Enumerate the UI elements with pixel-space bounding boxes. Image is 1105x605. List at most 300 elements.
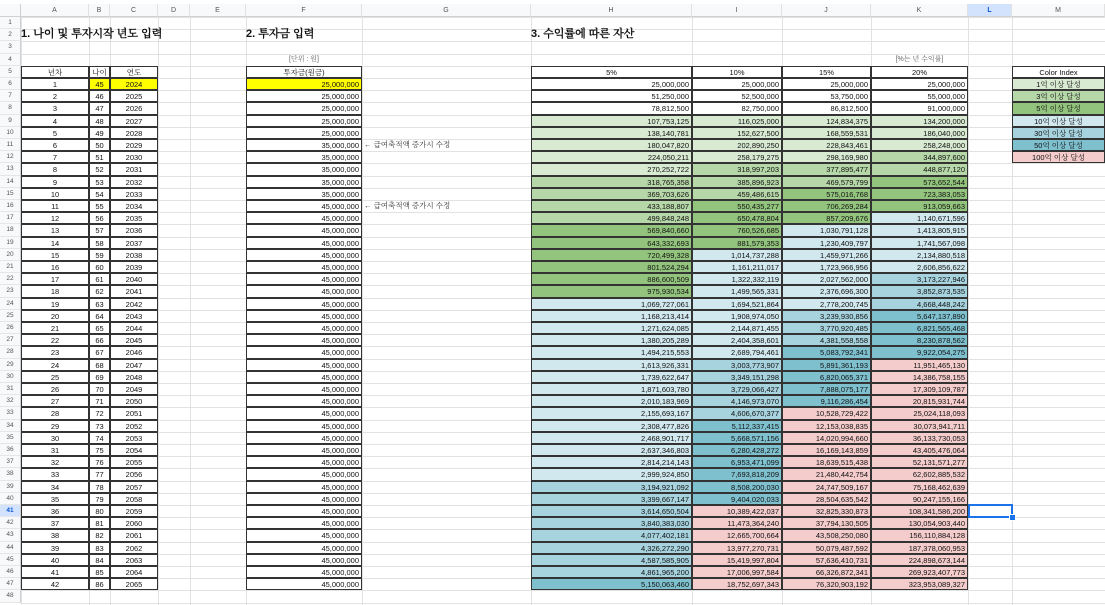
year-count-cell[interactable]: 5 bbox=[21, 127, 89, 139]
asset-value-cell[interactable]: 36,133,730,053 bbox=[871, 432, 968, 444]
asset-value-cell[interactable]: 2,814,214,143 bbox=[531, 456, 692, 468]
calendar-year-cell[interactable]: 2059 bbox=[110, 505, 158, 517]
asset-value-cell[interactable]: 21,480,442,754 bbox=[782, 468, 871, 480]
investment-cell[interactable]: 45,000,000 bbox=[246, 322, 362, 334]
age-cell[interactable]: 85 bbox=[89, 566, 110, 578]
calendar-year-cell[interactable]: 2053 bbox=[110, 432, 158, 444]
row-header[interactable]: 39 bbox=[0, 481, 21, 493]
asset-value-cell[interactable]: 344,897,600 bbox=[871, 151, 968, 163]
calendar-year-cell[interactable]: 2051 bbox=[110, 407, 158, 419]
investment-cell[interactable]: 25,000,000 bbox=[246, 78, 362, 90]
investment-cell[interactable]: 25,000,000 bbox=[246, 127, 362, 139]
asset-value-cell[interactable]: 20,815,931,744 bbox=[871, 395, 968, 407]
investment-cell[interactable]: 45,000,000 bbox=[246, 493, 362, 505]
row-header[interactable]: 8 bbox=[0, 102, 21, 114]
calendar-year-cell[interactable]: 2054 bbox=[110, 444, 158, 456]
asset-value-cell[interactable]: 12,665,700,664 bbox=[692, 529, 782, 541]
calendar-year-cell[interactable]: 2024 bbox=[110, 78, 158, 90]
asset-value-cell[interactable]: 17,309,109,787 bbox=[871, 383, 968, 395]
calendar-year-cell[interactable]: 2026 bbox=[110, 102, 158, 114]
asset-value-cell[interactable]: 82,750,000 bbox=[692, 102, 782, 114]
header-age[interactable]: 나이 bbox=[89, 66, 110, 78]
asset-value-cell[interactable]: 180,047,820 bbox=[531, 139, 692, 151]
age-cell[interactable]: 62 bbox=[89, 285, 110, 297]
asset-value-cell[interactable]: 2,468,901,717 bbox=[531, 432, 692, 444]
row-header[interactable]: 9 bbox=[0, 115, 21, 127]
year-count-cell[interactable]: 19 bbox=[21, 298, 89, 310]
asset-value-cell[interactable]: 186,040,000 bbox=[871, 127, 968, 139]
investment-cell[interactable]: 45,000,000 bbox=[246, 395, 362, 407]
row-header[interactable]: 33 bbox=[0, 407, 21, 419]
asset-value-cell[interactable]: 6,821,565,468 bbox=[871, 322, 968, 334]
asset-value-cell[interactable]: 138,140,781 bbox=[531, 127, 692, 139]
asset-value-cell[interactable]: 3,239,930,856 bbox=[782, 310, 871, 322]
age-cell[interactable]: 50 bbox=[89, 139, 110, 151]
age-cell[interactable]: 84 bbox=[89, 554, 110, 566]
asset-value-cell[interactable]: 7,693,818,209 bbox=[692, 468, 782, 480]
asset-value-cell[interactable]: 43,508,250,080 bbox=[782, 529, 871, 541]
row-header[interactable]: 11 bbox=[0, 139, 21, 151]
asset-value-cell[interactable]: 66,326,872,341 bbox=[782, 566, 871, 578]
asset-value-cell[interactable]: 760,526,685 bbox=[692, 224, 782, 236]
year-count-cell[interactable]: 1 bbox=[21, 78, 89, 90]
asset-value-cell[interactable]: 2,689,794,461 bbox=[692, 346, 782, 358]
header-year-count[interactable]: 년차 bbox=[21, 66, 89, 78]
asset-value-cell[interactable]: 2,606,856,622 bbox=[871, 261, 968, 273]
row-header[interactable]: 48 bbox=[0, 590, 21, 602]
row-header[interactable]: 17 bbox=[0, 212, 21, 224]
year-count-cell[interactable]: 8 bbox=[21, 163, 89, 175]
asset-value-cell[interactable]: 913,059,663 bbox=[871, 200, 968, 212]
asset-value-cell[interactable]: 1,723,966,956 bbox=[782, 261, 871, 273]
column-header[interactable]: G bbox=[362, 4, 531, 17]
asset-value-cell[interactable]: 1,140,671,596 bbox=[871, 212, 968, 224]
row-header[interactable]: 21 bbox=[0, 261, 21, 273]
asset-value-cell[interactable]: 1,030,791,128 bbox=[782, 224, 871, 236]
asset-value-cell[interactable]: 10,389,422,037 bbox=[692, 505, 782, 517]
row-header[interactable]: 3 bbox=[0, 41, 21, 53]
age-cell[interactable]: 68 bbox=[89, 359, 110, 371]
asset-value-cell[interactable]: 9,922,054,275 bbox=[871, 346, 968, 358]
year-count-cell[interactable]: 6 bbox=[21, 139, 89, 151]
age-cell[interactable]: 57 bbox=[89, 224, 110, 236]
investment-cell[interactable]: 45,000,000 bbox=[246, 298, 362, 310]
year-count-cell[interactable]: 3 bbox=[21, 102, 89, 114]
age-cell[interactable]: 86 bbox=[89, 578, 110, 590]
year-count-cell[interactable]: 24 bbox=[21, 359, 89, 371]
age-cell[interactable]: 69 bbox=[89, 371, 110, 383]
asset-value-cell[interactable]: 1,613,926,331 bbox=[531, 359, 692, 371]
investment-cell[interactable]: 45,000,000 bbox=[246, 249, 362, 261]
row-header[interactable]: 12 bbox=[0, 151, 21, 163]
year-count-cell[interactable]: 35 bbox=[21, 493, 89, 505]
asset-value-cell[interactable]: 8,508,200,030 bbox=[692, 481, 782, 493]
asset-value-cell[interactable]: 258,248,000 bbox=[871, 139, 968, 151]
age-cell[interactable]: 63 bbox=[89, 298, 110, 310]
column-header[interactable]: A bbox=[21, 4, 89, 17]
row-header[interactable]: 10 bbox=[0, 127, 21, 139]
asset-value-cell[interactable]: 1,908,974,050 bbox=[692, 310, 782, 322]
row-header[interactable]: 44 bbox=[0, 542, 21, 554]
asset-value-cell[interactable]: 459,486,615 bbox=[692, 188, 782, 200]
header-calendar-year[interactable]: 연도 bbox=[110, 66, 158, 78]
asset-value-cell[interactable]: 1,168,213,414 bbox=[531, 310, 692, 322]
year-count-cell[interactable]: 7 bbox=[21, 151, 89, 163]
row-header[interactable]: 29 bbox=[0, 359, 21, 371]
asset-value-cell[interactable]: 3,614,650,504 bbox=[531, 505, 692, 517]
calendar-year-cell[interactable]: 2035 bbox=[110, 212, 158, 224]
investment-cell[interactable]: 45,000,000 bbox=[246, 444, 362, 456]
investment-cell[interactable]: 45,000,000 bbox=[246, 237, 362, 249]
calendar-year-cell[interactable]: 2040 bbox=[110, 273, 158, 285]
asset-value-cell[interactable]: 37,794,130,505 bbox=[782, 517, 871, 529]
asset-value-cell[interactable]: 14,386,758,155 bbox=[871, 371, 968, 383]
asset-value-cell[interactable]: 25,000,000 bbox=[782, 78, 871, 90]
row-header[interactable]: 16 bbox=[0, 200, 21, 212]
header-rate-3[interactable]: 15% bbox=[782, 66, 871, 78]
calendar-year-cell[interactable]: 2037 bbox=[110, 237, 158, 249]
investment-cell[interactable]: 35,000,000 bbox=[246, 188, 362, 200]
row-header[interactable]: 25 bbox=[0, 310, 21, 322]
age-cell[interactable]: 47 bbox=[89, 102, 110, 114]
row-header[interactable]: 5 bbox=[0, 66, 21, 78]
year-count-cell[interactable]: 25 bbox=[21, 371, 89, 383]
calendar-year-cell[interactable]: 2048 bbox=[110, 371, 158, 383]
row-header[interactable]: 4 bbox=[0, 54, 21, 66]
asset-value-cell[interactable]: 6,820,065,371 bbox=[782, 371, 871, 383]
asset-value-cell[interactable]: 3,349,151,298 bbox=[692, 371, 782, 383]
asset-value-cell[interactable]: 86,812,500 bbox=[782, 102, 871, 114]
asset-value-cell[interactable]: 5,891,361,193 bbox=[782, 359, 871, 371]
age-cell[interactable]: 51 bbox=[89, 151, 110, 163]
asset-value-cell[interactable]: 2,637,346,803 bbox=[531, 444, 692, 456]
asset-value-cell[interactable]: 1,499,565,331 bbox=[692, 285, 782, 297]
asset-value-cell[interactable]: 1,741,567,098 bbox=[871, 237, 968, 249]
row-header[interactable]: 28 bbox=[0, 346, 21, 358]
header-rate-2[interactable]: 10% bbox=[692, 66, 782, 78]
asset-value-cell[interactable]: 228,843,461 bbox=[782, 139, 871, 151]
asset-value-cell[interactable]: 1,230,409,797 bbox=[782, 237, 871, 249]
asset-value-cell[interactable]: 116,025,000 bbox=[692, 115, 782, 127]
row-header[interactable]: 19 bbox=[0, 237, 21, 249]
age-cell[interactable]: 52 bbox=[89, 163, 110, 175]
row-header[interactable]: 30 bbox=[0, 371, 21, 383]
column-header[interactable]: K bbox=[871, 4, 968, 17]
row-header[interactable]: 32 bbox=[0, 395, 21, 407]
age-cell[interactable]: 83 bbox=[89, 542, 110, 554]
age-cell[interactable]: 75 bbox=[89, 444, 110, 456]
asset-value-cell[interactable]: 3,852,873,535 bbox=[871, 285, 968, 297]
select-all-corner[interactable] bbox=[0, 4, 21, 17]
asset-value-cell[interactable]: 369,703,626 bbox=[531, 188, 692, 200]
asset-value-cell[interactable]: 269,923,407,773 bbox=[871, 566, 968, 578]
investment-cell[interactable]: 45,000,000 bbox=[246, 542, 362, 554]
asset-value-cell[interactable]: 270,252,722 bbox=[531, 163, 692, 175]
asset-value-cell[interactable]: 573,652,544 bbox=[871, 176, 968, 188]
year-count-cell[interactable]: 29 bbox=[21, 420, 89, 432]
column-header[interactable]: M bbox=[1012, 4, 1105, 17]
year-count-cell[interactable]: 38 bbox=[21, 529, 89, 541]
row-header[interactable]: 46 bbox=[0, 566, 21, 578]
age-cell[interactable]: 56 bbox=[89, 212, 110, 224]
investment-cell[interactable]: 45,000,000 bbox=[246, 273, 362, 285]
asset-value-cell[interactable]: 62,602,885,532 bbox=[871, 468, 968, 480]
age-cell[interactable]: 53 bbox=[89, 176, 110, 188]
calendar-year-cell[interactable]: 2036 bbox=[110, 224, 158, 236]
year-count-cell[interactable]: 31 bbox=[21, 444, 89, 456]
calendar-year-cell[interactable]: 2056 bbox=[110, 468, 158, 480]
asset-value-cell[interactable]: 25,024,118,093 bbox=[871, 407, 968, 419]
asset-value-cell[interactable]: 4,381,558,558 bbox=[782, 334, 871, 346]
year-count-cell[interactable]: 26 bbox=[21, 383, 89, 395]
year-count-cell[interactable]: 28 bbox=[21, 407, 89, 419]
calendar-year-cell[interactable]: 2042 bbox=[110, 298, 158, 310]
age-cell[interactable]: 82 bbox=[89, 529, 110, 541]
age-cell[interactable]: 66 bbox=[89, 334, 110, 346]
asset-value-cell[interactable]: 78,812,500 bbox=[531, 102, 692, 114]
investment-cell[interactable]: 45,000,000 bbox=[246, 468, 362, 480]
investment-cell[interactable]: 45,000,000 bbox=[246, 407, 362, 419]
asset-value-cell[interactable]: 25,000,000 bbox=[692, 78, 782, 90]
asset-value-cell[interactable]: 32,825,330,873 bbox=[782, 505, 871, 517]
year-count-cell[interactable]: 37 bbox=[21, 517, 89, 529]
year-count-cell[interactable]: 40 bbox=[21, 554, 89, 566]
calendar-year-cell[interactable]: 2025 bbox=[110, 90, 158, 102]
year-count-cell[interactable]: 14 bbox=[21, 237, 89, 249]
asset-value-cell[interactable]: 323,953,089,327 bbox=[871, 578, 968, 590]
age-cell[interactable]: 60 bbox=[89, 261, 110, 273]
calendar-year-cell[interactable]: 2060 bbox=[110, 517, 158, 529]
age-cell[interactable]: 48 bbox=[89, 115, 110, 127]
asset-value-cell[interactable]: 801,524,294 bbox=[531, 261, 692, 273]
investment-cell[interactable]: 45,000,000 bbox=[246, 505, 362, 517]
year-count-cell[interactable]: 39 bbox=[21, 542, 89, 554]
asset-value-cell[interactable]: 2,999,924,850 bbox=[531, 468, 692, 480]
column-header[interactable]: H bbox=[531, 4, 692, 17]
investment-cell[interactable]: 35,000,000 bbox=[246, 176, 362, 188]
row-header[interactable]: 35 bbox=[0, 432, 21, 444]
asset-value-cell[interactable]: 706,269,284 bbox=[782, 200, 871, 212]
investment-cell[interactable]: 45,000,000 bbox=[246, 224, 362, 236]
age-cell[interactable]: 77 bbox=[89, 468, 110, 480]
row-header[interactable]: 26 bbox=[0, 322, 21, 334]
asset-value-cell[interactable]: 224,898,673,144 bbox=[871, 554, 968, 566]
age-cell[interactable]: 78 bbox=[89, 481, 110, 493]
investment-cell[interactable]: 45,000,000 bbox=[246, 285, 362, 297]
age-cell[interactable]: 61 bbox=[89, 273, 110, 285]
calendar-year-cell[interactable]: 2057 bbox=[110, 481, 158, 493]
year-count-cell[interactable]: 12 bbox=[21, 212, 89, 224]
asset-value-cell[interactable]: 6,280,428,272 bbox=[692, 444, 782, 456]
asset-value-cell[interactable]: 5,647,137,890 bbox=[871, 310, 968, 322]
asset-value-cell[interactable]: 258,179,275 bbox=[692, 151, 782, 163]
asset-value-cell[interactable]: 224,050,211 bbox=[531, 151, 692, 163]
asset-value-cell[interactable]: 11,473,364,240 bbox=[692, 517, 782, 529]
age-cell[interactable]: 81 bbox=[89, 517, 110, 529]
asset-value-cell[interactable]: 18,639,515,438 bbox=[782, 456, 871, 468]
calendar-year-cell[interactable]: 2061 bbox=[110, 529, 158, 541]
column-header[interactable]: F bbox=[246, 4, 362, 17]
asset-value-cell[interactable]: 2,376,696,300 bbox=[782, 285, 871, 297]
asset-value-cell[interactable]: 124,834,375 bbox=[782, 115, 871, 127]
active-cell-selection[interactable] bbox=[968, 504, 1013, 518]
asset-value-cell[interactable]: 2,778,200,745 bbox=[782, 298, 871, 310]
investment-cell[interactable]: 35,000,000 bbox=[246, 163, 362, 175]
row-header[interactable]: 27 bbox=[0, 334, 21, 346]
year-count-cell[interactable]: 15 bbox=[21, 249, 89, 261]
investment-cell[interactable]: 45,000,000 bbox=[246, 261, 362, 273]
investment-cell[interactable]: 35,000,000 bbox=[246, 151, 362, 163]
row-header[interactable]: 37 bbox=[0, 456, 21, 468]
row-header[interactable]: 38 bbox=[0, 468, 21, 480]
asset-value-cell[interactable]: 1,739,622,647 bbox=[531, 371, 692, 383]
asset-value-cell[interactable]: 57,636,410,731 bbox=[782, 554, 871, 566]
asset-value-cell[interactable]: 14,020,994,660 bbox=[782, 432, 871, 444]
age-cell[interactable]: 49 bbox=[89, 127, 110, 139]
asset-value-cell[interactable]: 4,146,973,070 bbox=[692, 395, 782, 407]
year-count-cell[interactable]: 41 bbox=[21, 566, 89, 578]
year-count-cell[interactable]: 21 bbox=[21, 322, 89, 334]
investment-cell[interactable]: 25,000,000 bbox=[246, 90, 362, 102]
row-header[interactable]: 6 bbox=[0, 78, 21, 90]
column-header[interactable]: C bbox=[110, 4, 158, 17]
asset-value-cell[interactable]: 2,308,477,826 bbox=[531, 420, 692, 432]
header-rate-4[interactable]: 20% bbox=[871, 66, 968, 78]
year-count-cell[interactable]: 9 bbox=[21, 176, 89, 188]
calendar-year-cell[interactable]: 2038 bbox=[110, 249, 158, 261]
calendar-year-cell[interactable]: 2028 bbox=[110, 127, 158, 139]
year-count-cell[interactable]: 13 bbox=[21, 224, 89, 236]
calendar-year-cell[interactable]: 2039 bbox=[110, 261, 158, 273]
asset-value-cell[interactable]: 569,840,660 bbox=[531, 224, 692, 236]
asset-value-cell[interactable]: 881,579,353 bbox=[692, 237, 782, 249]
asset-value-cell[interactable]: 643,332,693 bbox=[531, 237, 692, 249]
asset-value-cell[interactable]: 9,116,286,454 bbox=[782, 395, 871, 407]
asset-value-cell[interactable]: 723,383,053 bbox=[871, 188, 968, 200]
row-header[interactable]: 40 bbox=[0, 493, 21, 505]
asset-value-cell[interactable]: 377,895,477 bbox=[782, 163, 871, 175]
asset-value-cell[interactable]: 1,459,971,266 bbox=[782, 249, 871, 261]
row-header[interactable]: 23 bbox=[0, 285, 21, 297]
row-header[interactable]: 14 bbox=[0, 176, 21, 188]
age-cell[interactable]: 46 bbox=[89, 90, 110, 102]
calendar-year-cell[interactable]: 2032 bbox=[110, 176, 158, 188]
asset-value-cell[interactable]: 4,077,402,181 bbox=[531, 529, 692, 541]
column-header[interactable]: B bbox=[89, 4, 110, 17]
year-count-cell[interactable]: 33 bbox=[21, 468, 89, 480]
calendar-year-cell[interactable]: 2049 bbox=[110, 383, 158, 395]
asset-value-cell[interactable]: 4,668,448,242 bbox=[871, 298, 968, 310]
investment-cell[interactable]: 45,000,000 bbox=[246, 346, 362, 358]
asset-value-cell[interactable]: 5,083,792,341 bbox=[782, 346, 871, 358]
row-header[interactable]: 2 bbox=[0, 29, 21, 41]
asset-value-cell[interactable]: 2,404,358,601 bbox=[692, 334, 782, 346]
asset-value-cell[interactable]: 4,587,585,905 bbox=[531, 554, 692, 566]
age-cell[interactable]: 72 bbox=[89, 407, 110, 419]
calendar-year-cell[interactable]: 2065 bbox=[110, 578, 158, 590]
calendar-year-cell[interactable]: 2047 bbox=[110, 359, 158, 371]
asset-value-cell[interactable]: 134,200,000 bbox=[871, 115, 968, 127]
asset-value-cell[interactable]: 448,877,120 bbox=[871, 163, 968, 175]
investment-cell[interactable]: 45,000,000 bbox=[246, 529, 362, 541]
asset-value-cell[interactable]: 8,230,878,562 bbox=[871, 334, 968, 346]
asset-value-cell[interactable]: 51,250,000 bbox=[531, 90, 692, 102]
column-header[interactable]: J bbox=[782, 4, 871, 17]
row-header[interactable]: 24 bbox=[0, 298, 21, 310]
year-count-cell[interactable]: 42 bbox=[21, 578, 89, 590]
asset-value-cell[interactable]: 4,326,272,290 bbox=[531, 542, 692, 554]
calendar-year-cell[interactable]: 2063 bbox=[110, 554, 158, 566]
asset-value-cell[interactable]: 50,079,487,592 bbox=[782, 542, 871, 554]
asset-value-cell[interactable]: 5,150,063,460 bbox=[531, 578, 692, 590]
asset-value-cell[interactable]: 3,003,773,907 bbox=[692, 359, 782, 371]
calendar-year-cell[interactable]: 2031 bbox=[110, 163, 158, 175]
asset-value-cell[interactable]: 1,380,205,289 bbox=[531, 334, 692, 346]
asset-value-cell[interactable]: 16,169,143,859 bbox=[782, 444, 871, 456]
row-header[interactable]: 1 bbox=[0, 17, 21, 29]
asset-value-cell[interactable]: 650,478,804 bbox=[692, 212, 782, 224]
age-cell[interactable]: 54 bbox=[89, 188, 110, 200]
asset-value-cell[interactable]: 130,054,903,440 bbox=[871, 517, 968, 529]
year-count-cell[interactable]: 30 bbox=[21, 432, 89, 444]
asset-value-cell[interactable]: 168,559,531 bbox=[782, 127, 871, 139]
asset-value-cell[interactable]: 7,888,075,177 bbox=[782, 383, 871, 395]
calendar-year-cell[interactable]: 2064 bbox=[110, 566, 158, 578]
row-header[interactable]: 47 bbox=[0, 578, 21, 590]
asset-value-cell[interactable]: 52,131,571,277 bbox=[871, 456, 968, 468]
year-count-cell[interactable]: 32 bbox=[21, 456, 89, 468]
age-cell[interactable]: 67 bbox=[89, 346, 110, 358]
calendar-year-cell[interactable]: 2043 bbox=[110, 310, 158, 322]
column-header[interactable]: I bbox=[692, 4, 782, 17]
column-header[interactable]: E bbox=[190, 4, 246, 17]
investment-cell[interactable]: 45,000,000 bbox=[246, 200, 362, 212]
investment-cell[interactable]: 45,000,000 bbox=[246, 554, 362, 566]
year-count-cell[interactable]: 4 bbox=[21, 115, 89, 127]
asset-value-cell[interactable]: 2,027,562,000 bbox=[782, 273, 871, 285]
calendar-year-cell[interactable]: 2052 bbox=[110, 420, 158, 432]
asset-value-cell[interactable]: 1,494,215,553 bbox=[531, 346, 692, 358]
age-cell[interactable]: 79 bbox=[89, 493, 110, 505]
row-header[interactable]: 18 bbox=[0, 224, 21, 236]
calendar-year-cell[interactable]: 2058 bbox=[110, 493, 158, 505]
asset-value-cell[interactable]: 43,405,476,064 bbox=[871, 444, 968, 456]
age-cell[interactable]: 58 bbox=[89, 237, 110, 249]
asset-value-cell[interactable]: 857,209,676 bbox=[782, 212, 871, 224]
asset-value-cell[interactable]: 30,073,941,711 bbox=[871, 420, 968, 432]
calendar-year-cell[interactable]: 2046 bbox=[110, 346, 158, 358]
calendar-year-cell[interactable]: 2044 bbox=[110, 322, 158, 334]
investment-cell[interactable]: 45,000,000 bbox=[246, 481, 362, 493]
asset-value-cell[interactable]: 10,528,729,422 bbox=[782, 407, 871, 419]
calendar-year-cell[interactable]: 2050 bbox=[110, 395, 158, 407]
investment-cell[interactable]: 25,000,000 bbox=[246, 115, 362, 127]
age-cell[interactable]: 45 bbox=[89, 78, 110, 90]
asset-value-cell[interactable]: 25,000,000 bbox=[531, 78, 692, 90]
asset-value-cell[interactable]: 5,668,571,156 bbox=[692, 432, 782, 444]
asset-value-cell[interactable]: 3,399,667,147 bbox=[531, 493, 692, 505]
calendar-year-cell[interactable]: 2034 bbox=[110, 200, 158, 212]
asset-value-cell[interactable]: 2,010,183,969 bbox=[531, 395, 692, 407]
year-count-cell[interactable]: 27 bbox=[21, 395, 89, 407]
row-header[interactable]: 34 bbox=[0, 420, 21, 432]
asset-value-cell[interactable]: 3,840,383,030 bbox=[531, 517, 692, 529]
asset-value-cell[interactable]: 720,499,328 bbox=[531, 249, 692, 261]
asset-value-cell[interactable]: 52,500,000 bbox=[692, 90, 782, 102]
asset-value-cell[interactable]: 1,322,332,119 bbox=[692, 273, 782, 285]
investment-cell[interactable]: 45,000,000 bbox=[246, 578, 362, 590]
age-cell[interactable]: 74 bbox=[89, 432, 110, 444]
